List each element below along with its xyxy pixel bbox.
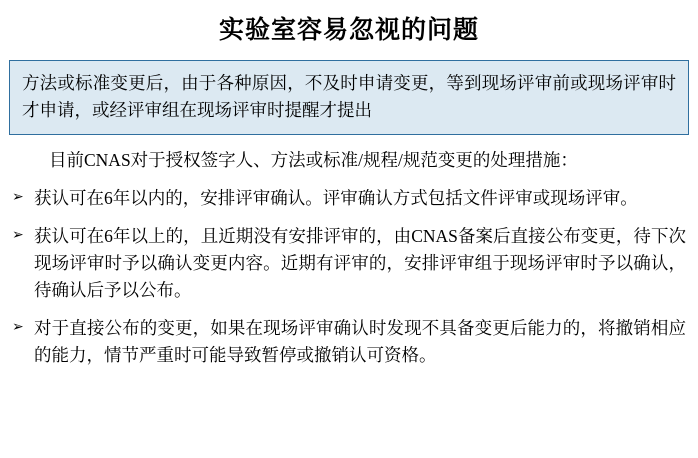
callout-text: 方法或标准变更后，由于各种原因，不及时申请变更，等到现场评审前或现场评审时才申请，或经评审组在现场评审时提醒才提出 — [22, 73, 676, 121]
list-item-text: 对于直接公布的变更，如果在现场评审确认时发现不具备变更后能力的，将撤销相应的能力，情节严重时可能导致暂停或撤销认可资格。 — [34, 318, 686, 365]
highlight-callout-box — [9, 60, 689, 135]
list-item — [12, 185, 686, 212]
list-item — [12, 315, 686, 368]
arrow-bullet-icon: ➢ — [12, 319, 24, 336]
bullet-list — [12, 185, 686, 369]
list-item — [12, 223, 686, 303]
list-item-text: 获认可在6年以内的，安排评审确认。评审确认方式包括文件评审或现场评审。 — [34, 187, 638, 208]
arrow-bullet-icon: ➢ — [12, 188, 24, 205]
arrow-bullet-icon: ➢ — [12, 227, 24, 244]
page-title: 实验室容易忽视的问题 — [218, 16, 479, 44]
list-item-text: 获认可在6年以上的，且近期没有安排评审的，由CNAS备案后直接公布变更，待下次现场评审时予以确认变更内容。近期有评审的，安排评审组于现场评审时予以确认，待确认后予以公布。 — [34, 226, 686, 300]
lead-paragraph: 目前CNAS对于授权签字人、方法或标准/规程/规范变更的处理措施： — [49, 150, 578, 171]
